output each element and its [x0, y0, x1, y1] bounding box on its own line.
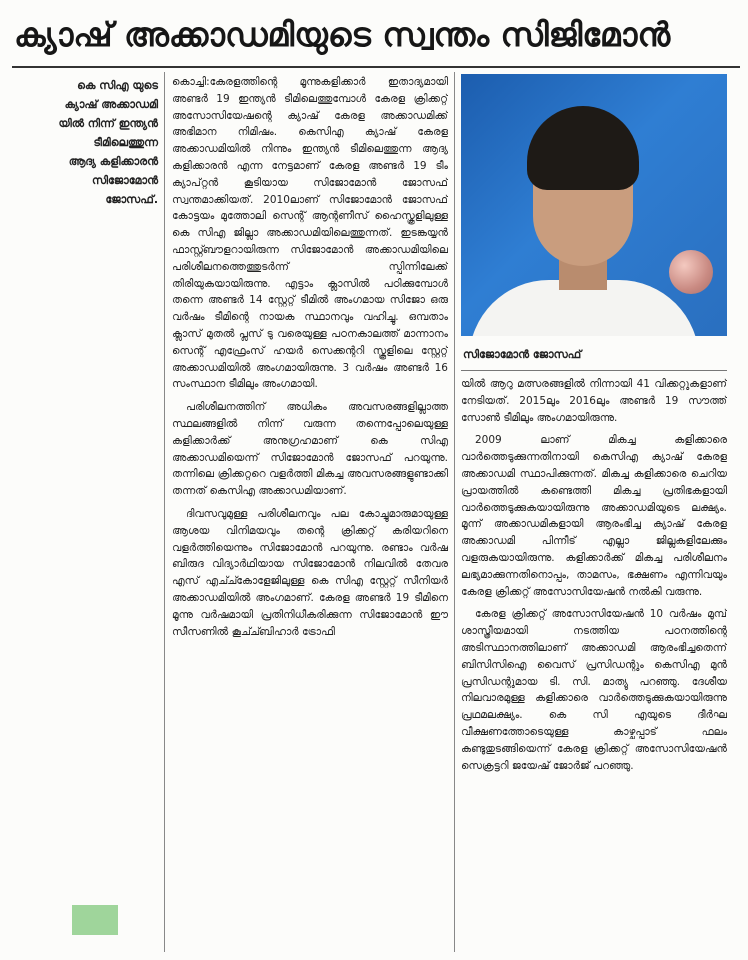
column-divider-left: [164, 72, 165, 952]
headline-rule: [12, 66, 740, 68]
pull-quote-line: സിജോമോൻ: [91, 174, 158, 187]
pull-quote: [26, 76, 158, 209]
article-paragraph: 2009 ലാണ് മികച്ച കളിക്കാരെ വാർത്തെടുക്കുന്നതിനായി കെസിഎ ക്യാഷ് കേരള അക്കാഡമി സ്ഥാപിക്കുന്നത്. മികച്ച കളിക്കാരെ ചെറിയ പ്രായത്തിൽ കണ്ടെത്തി മികച്ച പ്രതിഭകളായി വാർത്തെടുക്കുകയായിരുന്നു അക്കാഡമിയുടെ ലക്ഷ്യം. മൂന്ന് അക്കാഡമികളായി ആരംഭിച്ച ക്യാഷ് കേരള അക്കാഡമി പിന്നീട് എല്ലാ ജില്ലകളിലേക്കും വളരുകയായിരുന്നു. കളിക്കാർക്ക് മികച്ച പരിശീലനം ലഭ്യമാക്കുന്നതിനൊപ്പം, താമസം, ഭക്ഷണം എന്നിവയും കേരള ക്രിക്കറ്റ് അസോസിയേഷൻ നൽകി വരുന്നു.: [461, 434, 727, 598]
photo-hair: [527, 106, 639, 190]
pull-quote-line: കെ സിഎ യുടെ: [77, 79, 158, 92]
column-divider-right: [454, 72, 455, 952]
pull-quote-line: ആദ്യ കളിക്കാരൻ: [68, 155, 158, 168]
pull-quote-line: ജോസഫ്.: [105, 193, 158, 206]
article-paragraph: കേരള ക്രിക്കറ്റ് അസോസിയേഷൻ 10 വർഷം മുമ്പ് ശാസ്ത്രീയമായി നടത്തിയ പഠനത്തിന്റെ അടിസ്ഥാനത്തിലാണ് അക്കാഡമി ആരംഭിച്ചതെന്ന് ബിസിസിഐ വൈസ് പ്രസിഡന്റും കെസിഎ മുൻ പ്രസിഡന്റുമായ ടി. സി. മാത്യു പറഞ്ഞു. ദേശീയ നിലവാരമുള്ള കളിക്കാരെ വാർത്തെടുക്കുകയായിരുന്നു പ്രഥമലക്ഷ്യം. കെ സി എയുടെ ദീർഘ വീക്ഷണത്തോടെയുള്ള കാഴ്ചപ്പാട് ഫലം കണ്ടുതുടങ്ങിയെന്ന് കേരള ക്രിക്കറ്റ് അസോസിയേഷൻ സെക്രട്ടറി ജയേഷ് ജോർജ് പറഞ്ഞു.: [461, 608, 727, 772]
color-tag: [72, 905, 118, 935]
article-paragraph: യിൽ ആറു മത്സരങ്ങളിൽ നിന്നായി 41 വിക്കറ്റുകളാണ് നേടിയത്. 2015ലും 2016ലും അണ്ടർ 19 സൗത്ത് സോൺ ടീമിലും അംഗമായിരുന്നു.: [461, 378, 727, 424]
caption-rule: [461, 370, 727, 371]
pull-quote-line: യിൽ നിന്ന് ഇന്ത്യൻ: [58, 117, 158, 130]
photo-caption: സിജോമോൻ ജോസഫ്: [463, 348, 582, 361]
player-photo: [461, 74, 727, 336]
pull-quote-line: ടീമിലെത്തുന്ന: [93, 136, 158, 149]
article-paragraph: ദിവസവുമുള്ള പരിശീലനവും പല കോച്ചുമാരുമായുള്ള ആശയ വിനിമയവും തന്റെ ക്രിക്കറ്റ് കരിയറിനെ വളർത്തിയെന്നും സിജോമോൻ പറയുന്നു. രണ്ടാം വർഷ ബിരുദ വിദ്യാർഥിയായ സിജോമോൻ നിലവിൽ തേവര എസ് എച്ച്കോളേജിലുള്ള കെ സിഎ സ്റ്റേറ്റ് സീനിയർ അക്കാഡമിയിൽ അംഗമാണ്. കേരള അണ്ടർ 19 ടീമിനെ മൂന്നു വർഷമായി പ്രതിനിധീകരിക്കുന്ന സിജോമോൻ ഈ സീസണിൽ കൂച്ച്ബിഹാർ ട്രോഫി: [172, 507, 448, 638]
article-column-1: [172, 74, 448, 954]
pull-quote-line: ക്യാഷ് അക്കാഡമി: [64, 98, 158, 111]
headline: ക്യാഷ് അക്കാഡമിയുടെ സ്വന്തം സിജിമോൻ: [14, 15, 671, 54]
article-paragraph: പരിശീലനത്തിന് അധികം അവസരങ്ങളില്ലാത്ത സ്ഥലങ്ങളിൽ നിന്ന് വരുന്ന തന്നെപ്പോലെയുള്ള കളിക്കാർക്ക് അനുഗ്രഹമാണ് കെ സിഎ അക്കാഡമിയെന്ന് സിജോമോൻ ജോസഫ് പറയുന്നു. തന്നിലെ ക്രിക്കറ്ററെ വളർത്തി മികച്ച അവസരങ്ങളുണ്ടാക്കി തന്നത് കെസിഎ അക്കാഡമിയാണ്.: [172, 401, 448, 498]
article-paragraph: കൊച്ചി:കേരളത്തിന്റെ മൂന്നുകളിക്കാർ ഇതാദ്യമായി അണ്ടർ 19 ഇന്ത്യൻ ടീമിലെത്തുമ്പോൾ കേരള ക്രിക്കറ്റ് അസോസിയേഷന്റെ ക്യാഷ് കേരള അക്കാഡമിക്ക് അഭിമാന നിമിഷം. കെസിഎ ക്യാഷ് കേരള അക്കാഡമിയിൽ നിന്നും ഇന്ത്യൻ ടീമിലെത്തുന്ന ആദ്യ കളിക്കാരൻ എന്ന നേട്ടമാണ് കേരള അണ്ടർ 19 ടീം ക്യാപ്റ്റൻ കൂടിയായ സിജോമോൻ ജോസഫ് സ്വന്തമാക്കിയത്. 2010ലാണ് സിജോമോൻ ജോസഫ് കോട്ടയം മുത്തോലി സെന്റ് ആന്റണീസ് ഹൈസ്കൂളിലുള്ള കെ സിഎ ജില്ലാ അക്കാഡമിയിലെത്തുന്നത്. ഇടങ്കയ്യൻ ഫാസ്റ്റ്ബൗളറായിരുന്ന സിജോമോൻ അക്കാഡമിയിലെ പരിശീലനത്തെത്തുടർന്ന് സ്പിന്നിലേക്ക് തിരിയുകയായിരുന്നു. എട്ടാം ക്ലാസിൽ പഠിക്കുമ്പോൾ തന്നെ അണ്ടർ 14 സ്റ്റേറ്റ് ടീമിൽ അംഗമായ സിജോ ഒരു വർഷം ടീമിന്റെ നായക സ്ഥാനവും വഹിച്ചു. ഒമ്പതാം ക്ലാസ് മുതൽ പ്ലസ് ടു വരെയുള്ള പഠനകാലത്ത് മാന്നാനം സെന്റ് എഫ്രേംസ് ഹയർ സെക്കന്ററി സ്കൂളിലെ സ്റ്റേറ്റ് അക്കാഡമിയിൽ അംഗമായിരുന്നു. 3 വർഷം അണ്ടർ 16 സംസ്ഥാന ടീമിലും അംഗമായി.: [172, 76, 448, 391]
cricket-ball: [669, 250, 713, 294]
article-column-2: [461, 376, 727, 954]
